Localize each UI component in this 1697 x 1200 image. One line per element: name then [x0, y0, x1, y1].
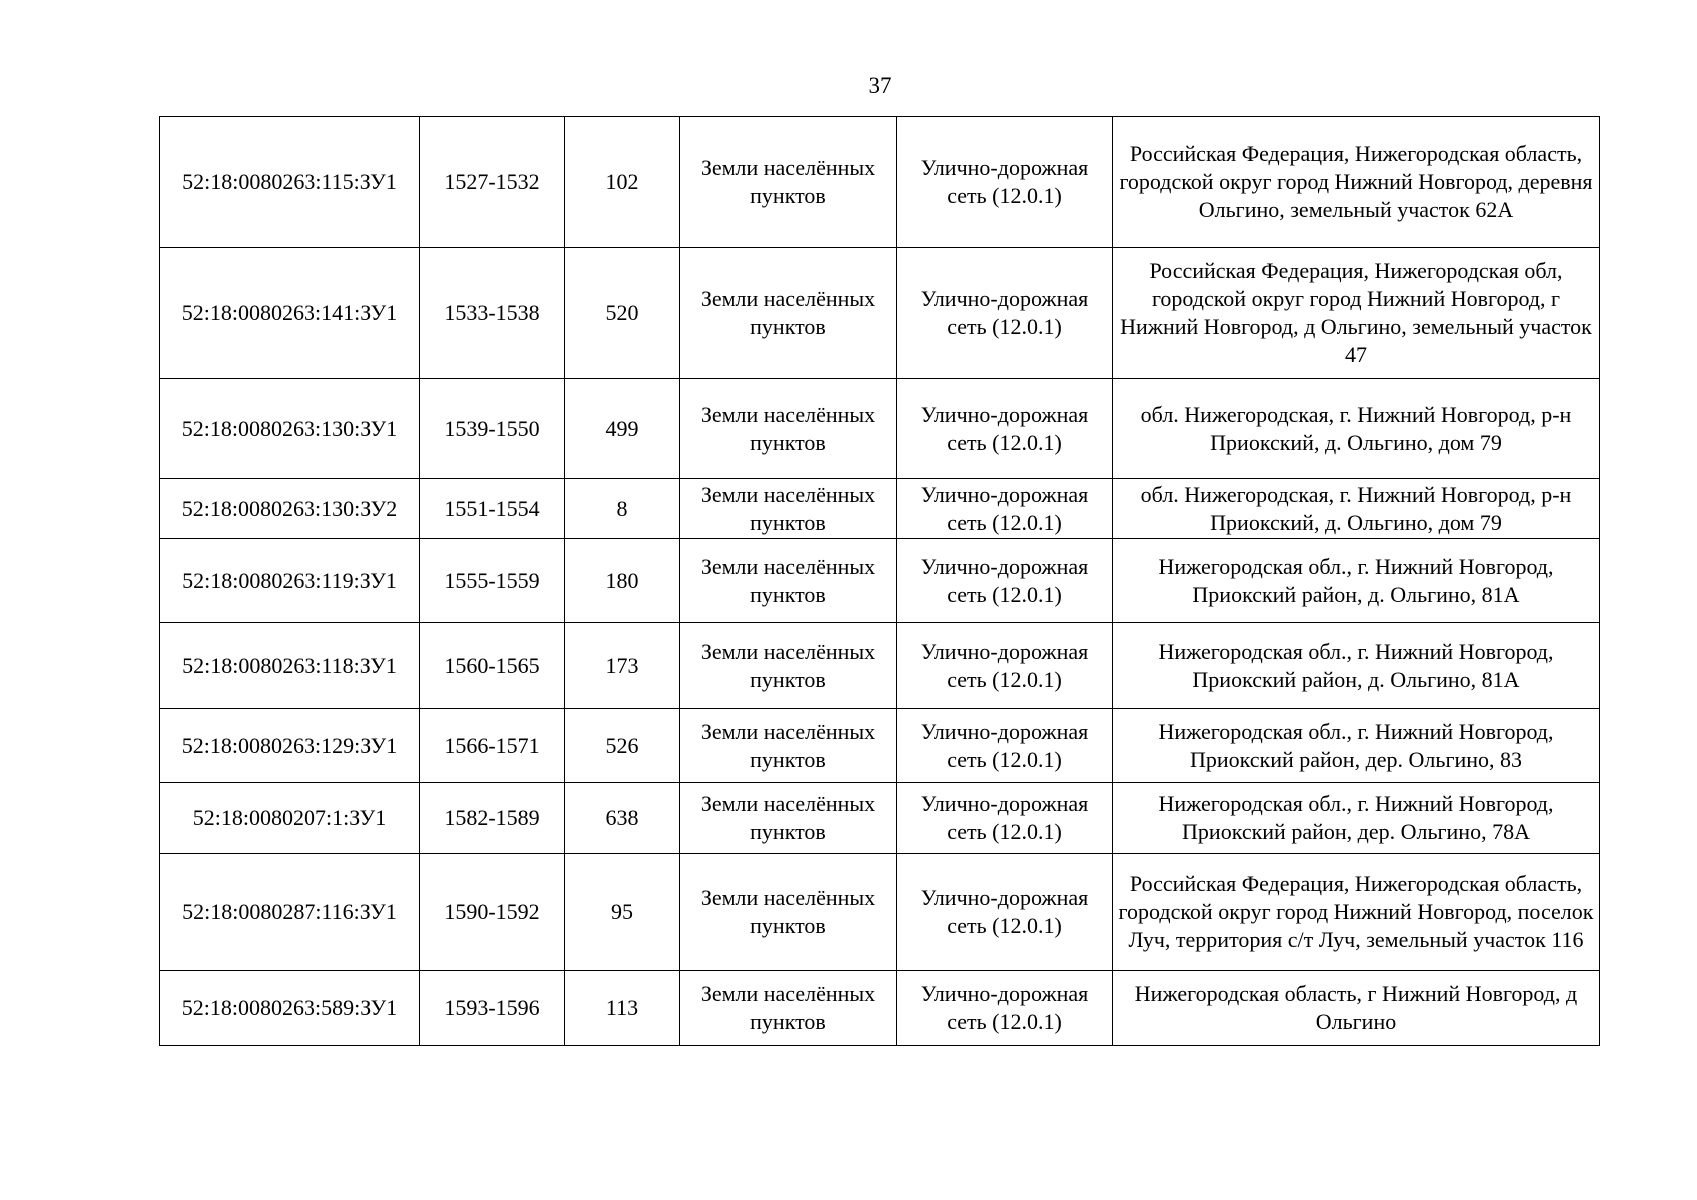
table-row	[160, 248, 1600, 379]
permitted-use-cell: Улично-дорожная сеть (12.0.1)	[897, 539, 1113, 623]
address-cell: Российская Федерация, Нижегородская область, городской округ город Нижний Новгород, деревня Ольгино, земельный участок 62А	[1113, 117, 1600, 248]
address-cell: обл. Нижегородская, г. Нижний Новгород, р-н Приокский, д. Ольгино, дом 79	[1113, 379, 1600, 479]
land-category-cell: Земли населённых пунктов	[680, 709, 897, 783]
address-cell: Российская Федерация, Нижегородская область, городской округ город Нижний Новгород, поселок Луч, территория с/т Луч, земельный участок 116	[1113, 854, 1600, 971]
area-cell: 520	[565, 248, 680, 379]
land-category-cell: Земли населённых пунктов	[680, 854, 897, 971]
points-range-cell: 1539-1550	[420, 379, 565, 479]
table-row	[160, 379, 1600, 479]
permitted-use-cell: Улично-дорожная сеть (12.0.1)	[897, 379, 1113, 479]
table-row	[160, 479, 1600, 539]
permitted-use-cell: Улично-дорожная сеть (12.0.1)	[897, 971, 1113, 1046]
area-cell: 180	[565, 539, 680, 623]
cadastral-number-cell: 52:18:0080263:119:ЗУ1	[160, 539, 420, 623]
land-category-cell: Земли населённых пунктов	[680, 479, 897, 539]
points-range-cell: 1527-1532	[420, 117, 565, 248]
cadastral-number-cell: 52:18:0080207:1:ЗУ1	[160, 783, 420, 854]
table-row	[160, 539, 1600, 623]
permitted-use-cell: Улично-дорожная сеть (12.0.1)	[897, 479, 1113, 539]
points-range-cell: 1593-1596	[420, 971, 565, 1046]
land-category-cell: Земли населённых пунктов	[680, 248, 897, 379]
area-cell: 102	[565, 117, 680, 248]
table-row	[160, 117, 1600, 248]
address-cell: Нижегородская обл., г. Нижний Новгород, Приокский район, дер. Ольгино, 83	[1113, 709, 1600, 783]
table-row	[160, 971, 1600, 1046]
table-row	[160, 709, 1600, 783]
cadastral-number-cell: 52:18:0080263:129:ЗУ1	[160, 709, 420, 783]
area-cell: 173	[565, 623, 680, 709]
area-cell: 499	[565, 379, 680, 479]
land-category-cell: Земли населённых пунктов	[680, 117, 897, 248]
page-number: 37	[868, 73, 892, 98]
land-category-cell: Земли населённых пунктов	[680, 783, 897, 854]
cadastral-number-cell: 52:18:0080263:130:ЗУ2	[160, 479, 420, 539]
cadastral-number-cell: 52:18:0080263:130:ЗУ1	[160, 379, 420, 479]
address-cell: обл. Нижегородская, г. Нижний Новгород, р-н Приокский, д. Ольгино, дом 79	[1113, 479, 1600, 539]
land-category-cell: Земли населённых пунктов	[680, 623, 897, 709]
cadastral-number-cell: 52:18:0080263:115:ЗУ1	[160, 117, 420, 248]
table-row	[160, 854, 1600, 971]
cadastral-number-cell: 52:18:0080263:141:ЗУ1	[160, 248, 420, 379]
land-category-cell: Земли населённых пунктов	[680, 379, 897, 479]
address-cell: Российская Федерация, Нижегородская обл, городской округ город Нижний Новгород, г Нижний Новгород, д Ольгино, земельный участок 47	[1113, 248, 1600, 379]
permitted-use-cell: Улично-дорожная сеть (12.0.1)	[897, 623, 1113, 709]
points-range-cell: 1566-1571	[420, 709, 565, 783]
address-cell: Нижегородская область, г Нижний Новгород, д Ольгино	[1113, 971, 1600, 1046]
permitted-use-cell: Улично-дорожная сеть (12.0.1)	[897, 783, 1113, 854]
table-row	[160, 783, 1600, 854]
address-cell: Нижегородская обл., г. Нижний Новгород, Приокский район, д. Ольгино, 81А	[1113, 623, 1600, 709]
cadastral-number-cell: 52:18:0080287:116:ЗУ1	[160, 854, 420, 971]
table-row	[160, 623, 1600, 709]
area-cell: 638	[565, 783, 680, 854]
address-cell: Нижегородская обл., г. Нижний Новгород, Приокский район, дер. Ольгино, 78А	[1113, 783, 1600, 854]
permitted-use-cell: Улично-дорожная сеть (12.0.1)	[897, 709, 1113, 783]
points-range-cell: 1582-1589	[420, 783, 565, 854]
points-range-cell: 1551-1554	[420, 479, 565, 539]
permitted-use-cell: Улично-дорожная сеть (12.0.1)	[897, 854, 1113, 971]
points-range-cell: 1560-1565	[420, 623, 565, 709]
points-range-cell: 1555-1559	[420, 539, 565, 623]
area-cell: 113	[565, 971, 680, 1046]
points-range-cell: 1590-1592	[420, 854, 565, 971]
land-plots-table	[159, 116, 1600, 1046]
permitted-use-cell: Улично-дорожная сеть (12.0.1)	[897, 117, 1113, 248]
address-cell: Нижегородская обл., г. Нижний Новгород, Приокский район, д. Ольгино, 81А	[1113, 539, 1600, 623]
area-cell: 95	[565, 854, 680, 971]
land-category-cell: Земли населённых пунктов	[680, 539, 897, 623]
land-category-cell: Земли населённых пунктов	[680, 971, 897, 1046]
points-range-cell: 1533-1538	[420, 248, 565, 379]
cadastral-number-cell: 52:18:0080263:589:ЗУ1	[160, 971, 420, 1046]
area-cell: 526	[565, 709, 680, 783]
permitted-use-cell: Улично-дорожная сеть (12.0.1)	[897, 248, 1113, 379]
cadastral-number-cell: 52:18:0080263:118:ЗУ1	[160, 623, 420, 709]
area-cell: 8	[565, 479, 680, 539]
